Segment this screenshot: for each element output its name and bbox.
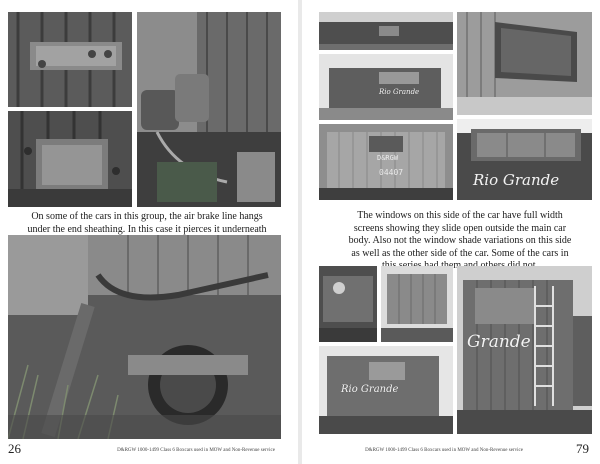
photo-car-drgw-04407 <box>319 124 453 200</box>
photo-car-end-right <box>381 266 453 342</box>
right-page <box>304 0 600 464</box>
page-gutter <box>298 0 302 464</box>
photo-car-window-rio-grande <box>457 119 592 200</box>
lettering-car-number: 04407 <box>379 168 404 177</box>
photo-window-screen <box>457 12 592 115</box>
photo-air-brake <box>137 12 281 207</box>
lettering-grande: Grande <box>467 332 531 352</box>
footer-left: D&RGW 1000-1499 Class 6 Boxcars used in MOW and Non-Revenue service <box>117 448 275 453</box>
photo-car-end-left <box>319 266 377 342</box>
photo-car-lineup <box>319 12 453 50</box>
lettering-rio-grande-small: Rio Grande <box>379 88 420 96</box>
right-caption: The windows on this side of the car have full width screens showing they slide open outside the main car body. Also not the window shade variations on this side as well as the other side of the car. Some of the cars in <box>348 210 572 259</box>
photo-buffer-plate <box>8 111 132 207</box>
photo-undercarriage <box>8 235 281 439</box>
lettering-rio-grande-large: Rio Grande <box>473 171 560 189</box>
photo-car-rio-grande-lower <box>319 346 453 434</box>
lettering-drgw: D&RGW <box>377 154 399 162</box>
photo-car-rio-grande-side <box>319 54 453 120</box>
left-caption: On some of the cars in this group, the air brake line hangs under the end sheathing. In this case it pierces it underneath <box>27 211 267 235</box>
photo-bracket-closeup <box>8 12 132 107</box>
page-number-right: 79 <box>576 441 589 456</box>
lettering-rio-grande-lower: Rio Grande <box>341 384 399 395</box>
footer-right: D&RGW 1000-1499 Class 6 Boxcars used in MOW and Non-Revenue service <box>365 448 523 453</box>
page-number-left: 26 <box>8 441 21 456</box>
left-page <box>0 0 296 464</box>
photo-car-grande-ladder <box>457 266 592 434</box>
